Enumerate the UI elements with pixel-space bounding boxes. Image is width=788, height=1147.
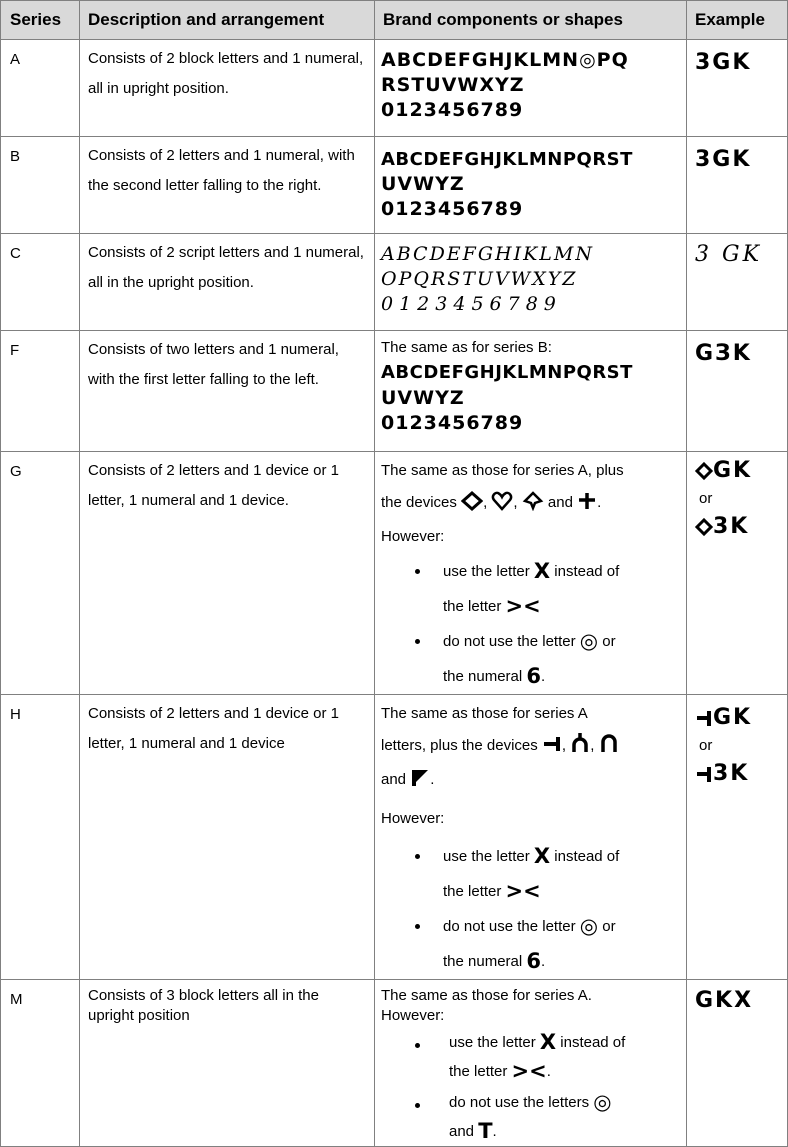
bullet-text: the numeral [443,668,523,685]
example-cell [687,331,788,452]
example-brand: 3 GK [695,242,762,267]
bullet-text: instead of [554,848,620,865]
letters-line-2: UVWYZ [381,173,465,195]
heart-device-icon [491,491,513,511]
bullet-text: instead of [554,563,620,580]
split-x-letter-icon: >< [505,594,541,618]
angle-device-icon [542,734,562,754]
bullseye-letter-icon: ◎ [579,629,599,653]
components-cell [375,331,687,452]
script-letters-line-1: ABCDEFGHIKLMN [381,243,595,265]
angle-device-icon [695,708,713,728]
exceptions-list [381,554,680,694]
example-brand-1 [695,705,787,731]
series-cell: F [1,331,80,452]
devices-line: letters, plus the devices , , [381,729,680,763]
series-cell: A [1,40,80,137]
bullet-text: do not use the letters [449,1094,590,1111]
example-cell [687,695,788,980]
example-brand: 3GK [695,50,752,75]
header-description: Description and arrangement [80,1,375,40]
devices-prefix: the devices [381,494,457,511]
script-digits-line: 0123456789 [381,293,562,315]
diamond-device-icon [461,491,483,511]
intro-text: The same as those for series A, plus [381,462,624,479]
table-row [1,331,788,452]
and-text: and [547,494,573,511]
bullet-text: the letter [443,598,502,615]
components-cell [375,452,687,695]
arch-device-icon [599,732,619,754]
components-cell [375,137,687,234]
digits-line: 0123456789 [381,412,524,434]
description-cell: Consists of 2 block letters and 1 numeral, all in upright position. [80,40,375,137]
digits-line: 0123456789 [381,198,524,220]
example-brand: GЗK [695,341,752,366]
components-cell [375,980,687,1147]
letters-line-1: ABCDEFGHJKLMNPQRST [381,362,633,383]
intro-text: The same as for series B: [381,339,552,356]
example-cell [687,980,788,1147]
components-cell [375,234,687,331]
description-cell: Consists of two letters and 1 numeral, with the first letter falling to the left. [80,331,375,452]
cross-device-icon [577,491,597,511]
letters-line-2: UVWYZ [381,387,465,409]
header-example: Example [687,1,788,40]
example-brand: 3GK [695,147,752,172]
split-x-letter-icon: >< [505,879,541,903]
devices-line: the devices , , and . [381,486,680,520]
split-x-letter-icon: >< [511,1059,547,1083]
bullet-text: and [449,1123,475,1140]
bullet-text: do not use the letter [443,918,576,935]
example-cell [687,234,788,331]
description-cell: Consists of 2 letters and 1 numeral, with the second letter falling to the right. [80,137,375,234]
bullet-text: the numeral [443,953,523,970]
letters-line-1: ABCDEFGHJKLMNPQRST [381,149,633,170]
header-components: Brand components or shapes [375,1,687,40]
bullet-text: do not use the letter [443,633,576,650]
x-letter-icon: X [533,844,551,868]
devices-prefix: letters, plus the devices [381,737,538,754]
however-text: However: [381,810,445,827]
bullet-text: or [602,633,616,650]
table-row [1,980,788,1147]
example-cell [687,137,788,234]
series-cell: G [1,452,80,695]
devices-line-2: and . [381,763,680,797]
however-text: However: [381,1007,445,1024]
intro-text: The same as those for series A [381,705,588,722]
table-row [1,234,788,331]
example-brand: GKX [695,988,754,1013]
bullet-text: use the letter [443,848,530,865]
diamond-device-icon [695,461,713,481]
bullseye-letter-icon: ◎ [579,914,599,938]
exceptions-list [381,839,680,979]
diamond-device-icon [695,517,713,537]
description-cell: Consists of 3 block letters all in the upright position [80,980,375,1147]
example-brand-2 [695,514,787,540]
series-cell: C [1,234,80,331]
bullet-text: use the letter [443,563,530,580]
script-letters-line-2: OPQRSTUVWXYZ [381,268,578,290]
spade-device-icon [522,491,544,511]
bullet-text: use the letter [449,1034,536,1051]
x-letter-icon: X [539,1030,557,1054]
t-letter-icon: T [478,1119,493,1143]
table-row [1,695,788,980]
list-item [381,839,680,909]
arch-stem-device-icon [570,732,590,754]
letters-line-2: RSTUVWXYZ [381,74,525,96]
description-cell: Consists of 2 letters and 1 device or 1 letter, 1 numeral and 1 device. [80,452,375,695]
bullet-text: instead of [560,1034,626,1051]
table-row [1,452,788,695]
series-cell: M [1,980,80,1147]
series-cell: H [1,695,80,980]
example-cell [687,40,788,137]
table-row [1,40,788,137]
bullseye-letter-icon: ◎ [593,1090,612,1114]
exceptions-list [381,1026,680,1146]
example-text: 3K [713,761,750,786]
however-text: However: [381,528,445,545]
bullet-text: the letter [449,1063,508,1080]
description-cell: Consists of 2 letters and 1 device or 1 letter, 1 numeral and 1 device [80,695,375,980]
bullet-text: the letter [443,883,502,900]
example-text: GK [713,458,753,483]
list-item [381,554,680,624]
letters-line-1: ABCDEFGHJKLMN◎PQ [381,49,629,71]
description-cell: Consists of 2 script letters and 1 numeral, all in the upright position. [80,234,375,331]
or-text: or [699,490,713,507]
list-item: do not use the letter ◎ or the numeral 6. [381,909,680,979]
series-cell: B [1,137,80,234]
header-row [1,1,788,40]
components-cell [375,40,687,137]
intro-text: The same as those for series A. [381,987,592,1004]
list-item: use the letter X instead of the letter ><. [381,1028,680,1086]
flag-device-icon [410,768,430,788]
six-numeral-icon: 6 [526,949,542,973]
components-cell [375,695,687,980]
example-brand-1 [695,458,787,484]
example-cell [687,452,788,695]
example-brand-2 [695,761,787,787]
and-text: and [381,771,407,788]
list-item: do not use the letters ◎ and T. [381,1088,680,1146]
angle-device-icon [695,764,713,784]
example-text: GK [713,705,753,730]
bullet-text: or [602,918,616,935]
six-numeral-icon: 6 [526,664,542,688]
x-letter-icon: X [533,559,551,583]
digits-line: 0123456789 [381,99,524,121]
header-series: Series [1,1,80,40]
example-text: 3K [713,514,750,539]
list-item: do not use the letter ◎ or the numeral 6. [381,624,680,694]
table-row [1,137,788,234]
or-text: or [699,737,713,754]
